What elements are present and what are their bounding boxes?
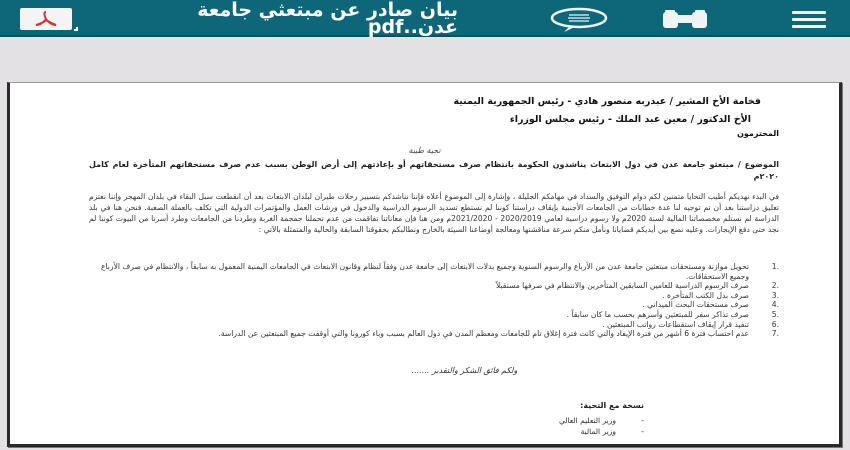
list-text: تنفيذ قرار إيقاف استقطاعات رواتب المبتعثين . bbox=[602, 319, 749, 329]
letter-body: في البدء نهديكم أطيب التحايا متمنين لكم دوام التوفيق والسداد في مهامكم الجليلة ، وإشارة إلى الموضوع أعلاه فإننا نناشدكم بتسيير رحلات طيران لبلدان الابتعاث بعد أن انقطعت سبل البقاء في بلدان المهجر وإننا نعتزم تعليق دراستنا بعد أن تم توجيه لنا عدة خطابات من الجامعات الأجنبية بإيقاف دراستنا كوننا لم نستطع تسديد الرسوم الدراسية والدخول في ورشات العمل والمؤتمرات الدولية التي تكلف بالعملة الصعبة. فنحن هنا في بلد الدراسة لم نستلم مخصصاتنا المالية لسنة 2020م ولا رسوم دراسية لعامي 2020/2019 - 2021/2020م ومن هنا فإن معاناتنا تفاقمت من عدم تحملنا جمجمة الغربة وطردنا من الجامعات وطرد أسرنا من البيوت كوننا لم نجد حتى دفع الإيجارات. وعليه نضع بين أيديكم قضايانا ونأمل منكم سرعة مناقشتها ومعالجة أوضاعنا السيئة بالخارج ونطالبكم بحقوقنا السابقة والحالية والمتمثلة بالآتي : bbox=[89, 192, 779, 234]
list-number: 6. bbox=[771, 319, 779, 329]
list-item bbox=[89, 320, 779, 330]
demands-list bbox=[89, 262, 779, 339]
open-pdf-button[interactable] bbox=[20, 8, 72, 30]
title-line-2: عدن..pdf bbox=[367, 16, 458, 38]
list-text: صرف بدل الكتب المتأخرة . bbox=[662, 290, 749, 300]
document-title bbox=[98, 2, 458, 36]
list-item bbox=[89, 329, 779, 339]
list-number: 4. bbox=[771, 300, 779, 310]
cc-text: وزير التعليم العالي bbox=[558, 416, 616, 425]
list-text: عدم احتساب فترة 6 أشهر من فترة الإيفاد والتي كانت فترة إغلاق تام للجامعات ومعظم المدن في دول العالم بسبب وباء كورونا والتي أوقفت جميع المبتعثين عن الدراسة. bbox=[218, 329, 749, 339]
cc-dash: - bbox=[641, 416, 644, 425]
list-number: 7. bbox=[771, 329, 779, 339]
menu-icon bbox=[792, 11, 826, 14]
comments-button[interactable] bbox=[548, 7, 610, 33]
cc-title: نسخة مع التحية: bbox=[580, 401, 644, 410]
list-text: تحويل موازنة ومستحقات مبتعثين جامعة عدن من الأرباع والرسوم السنوية وجميع بدلات الابتعاث إلى جامعة عدن وفقاً لنظام وقانون الابتعاث في الجامعات اليمنية المعمول به سابقاً ، والانتظام في صرف الأرباع وجميع الاستحقاقات. bbox=[100, 262, 749, 281]
addressee-prime-minister: الأخ الدكتور / معين عبد الملك - رئيس مجلس الوزراء bbox=[509, 114, 751, 125]
pdf-icon bbox=[33, 10, 59, 28]
list-item bbox=[89, 310, 779, 320]
binoculars-icon bbox=[660, 8, 710, 30]
menu-icon-line bbox=[792, 25, 826, 28]
list-text: صرف تذاكر سفر للمبتعثين وأسرهم بحسب ما كان سابقاً . bbox=[566, 309, 749, 319]
cc-item bbox=[559, 416, 644, 425]
menu-icon-line bbox=[792, 18, 826, 21]
cc-text: وزير المالية bbox=[580, 427, 616, 436]
list-number: 2. bbox=[771, 281, 779, 291]
app-header bbox=[0, 0, 850, 37]
menu-button[interactable] bbox=[788, 10, 830, 30]
cc-item bbox=[581, 427, 644, 436]
list-number: 1. bbox=[771, 262, 779, 271]
respected-label: المحترمون bbox=[737, 129, 779, 138]
cc-dash: - bbox=[641, 427, 644, 436]
list-number: 5. bbox=[771, 309, 779, 319]
resize-corner-icon bbox=[74, 27, 78, 31]
list-item bbox=[89, 300, 779, 310]
addressee-president: فخامة الأخ المشير / عبدربه منصور هادي - رئيس الجمهورية اليمنية bbox=[453, 96, 761, 107]
salutation: تحية طيبة bbox=[408, 146, 441, 155]
pdf-page[interactable] bbox=[7, 82, 842, 447]
find-button[interactable] bbox=[660, 8, 710, 30]
title-line-1: بيان صادر عن مبتعثي جامعة bbox=[197, 0, 458, 21]
letter-content bbox=[10, 83, 839, 444]
list-text: صرف مستحقات البحث الميداني . bbox=[642, 300, 749, 310]
list-item bbox=[89, 291, 779, 301]
list-number: 3. bbox=[771, 290, 779, 300]
chat-bubble-icon bbox=[548, 7, 610, 33]
list-item bbox=[89, 281, 779, 291]
closing-line: ولكم فائق الشكر والتقدير ....... bbox=[411, 366, 518, 375]
list-item bbox=[89, 262, 779, 281]
list-text: صرف الرسوم الدراسية للعامين السابقين المتأخرين والانتظام في صرفها مستقبلاً bbox=[495, 281, 749, 291]
subject-line: الموضوع / مبتعثو جامعة عدن في دول الابتعاث يناشدون الحكومة بانتظام صرف مستحقاتهم أو بإعادتهم إلى أرض الوطن بسبب عدم صرف مستحقاتهم المتأخرة لعام كامل ٢٠٢٠م bbox=[89, 160, 779, 181]
